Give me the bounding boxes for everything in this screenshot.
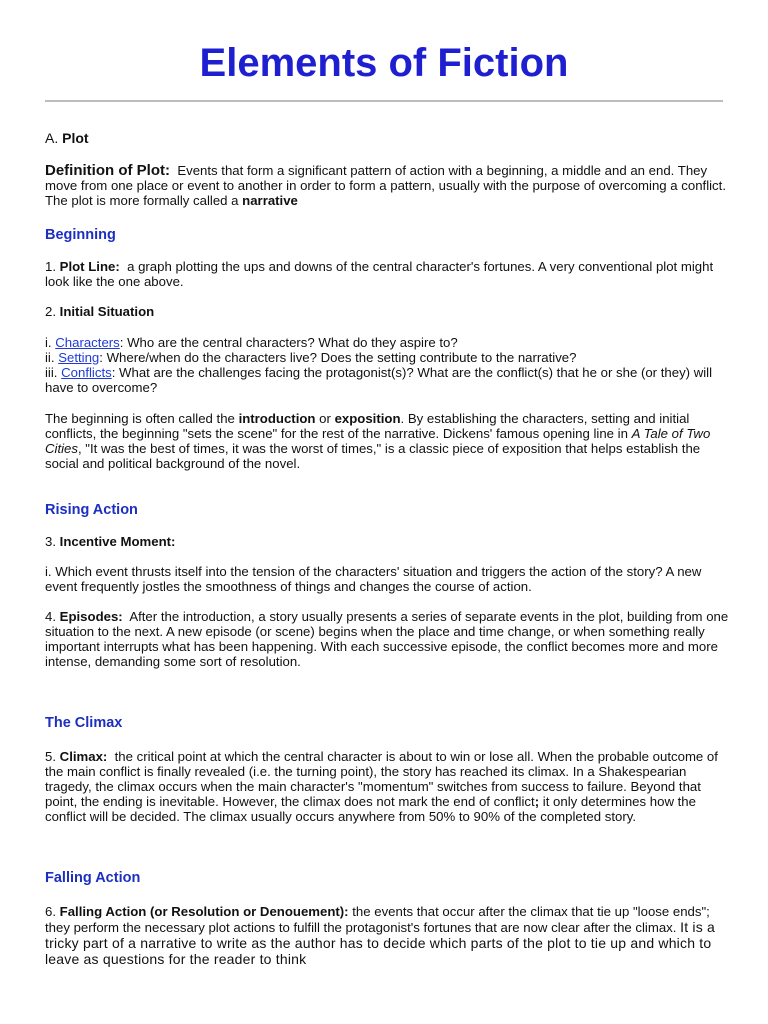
para-text: . By establishing the characters, setting and initial conflicts, the beginning "sets the scene" for the rest of the narrative. Dickens' famous opening line in (45, 411, 690, 441)
para-text: or (319, 411, 331, 426)
section-a-heading (45, 130, 89, 146)
list-item (45, 365, 735, 395)
item-text: : What are the challenges facing the protagonist(s)? What are the conflict(s) that he or she (or they) will have to overcome? (45, 365, 713, 395)
para-text: , "It was the best of times, it was the worst of times," is a classic piece of exposition that helps establish the social and political background of the novel. (45, 441, 701, 471)
heading-climax: The Climax (45, 715, 123, 731)
climax-num: 5. (45, 749, 56, 764)
initial-situation (45, 304, 735, 319)
definition-text: Events that form a significant pattern of action with a beginning, a middle and an end. They move from one place or event to another in order to form a pattern, usually with the purpose of overcoming a conflict. The plot is more formally called a (45, 163, 726, 208)
plot-line-num: 1. (45, 259, 56, 274)
heading-falling-action: Falling Action (45, 870, 141, 886)
definition-paragraph (45, 163, 735, 208)
initial-label: Initial Situation (59, 304, 155, 319)
heading-rising-action: Rising Action (45, 502, 138, 518)
episodes-num: 4. (45, 609, 56, 624)
falling-paragraph (45, 904, 735, 967)
setting-link[interactable]: Setting (58, 350, 100, 365)
episodes-paragraph (45, 609, 735, 669)
incentive-num: 3. (45, 534, 56, 549)
item-num: iii. (45, 365, 58, 380)
falling-text-large: It is a tricky part of a narrative to write as the author has to decide which parts of the plot to tie up and which to leave as questions for the reader to think (45, 919, 715, 967)
falling-num: 6. (45, 904, 56, 919)
item-num: i. (45, 335, 52, 350)
incentive-label: Incentive Moment: (59, 534, 176, 549)
list-item (45, 350, 735, 365)
beginning-paragraph (45, 411, 735, 471)
climax-text: it only determines how the conflict will be decided. The climax usually occurs anywhere from 50% to 90% of the completed story. (45, 794, 696, 824)
initial-items (45, 335, 735, 395)
episodes-label: Episodes: (59, 609, 123, 624)
falling-label: Falling Action (or Resolution or Denouement): (59, 904, 349, 919)
title-divider (45, 100, 723, 102)
initial-num: 2. (45, 304, 56, 319)
section-a-label: Plot (62, 130, 89, 146)
plot-line-label: Plot Line: (59, 259, 120, 274)
book-title: A Tale of Two Cities (45, 426, 711, 456)
climax-text: the critical point at which the central character is about to win or lose all. When the probable outcome of the main conflict is finally revealed (i.e. the turning point), the story has reached its climax. In a Shakespearian tragedy, the climax occurs when the main character's "momentum" switches from success to failure. Beyond that point, the ending is inevitable. However, the climax does not mark the end of conflict (45, 749, 718, 809)
climax-semicolon: ; (534, 794, 540, 809)
section-a-prefix: A. (45, 130, 59, 146)
list-item (45, 335, 735, 350)
episodes-text: After the introduction, a story usually presents a series of separate events in the plot, building from one situation to the next. A new episode (or scene) begins when the place and time change, or when something really important interrupts what has been happening. With each successive episode, the conflict becomes more and more intense, demanding some sort of resolution. (45, 609, 729, 669)
falling-text: the events that occur after the climax that tie up "loose ends"; they perform the necessary plot actions to fulfill the protagonist's fortunes that are now clear after the climax. (45, 904, 710, 935)
heading-beginning: Beginning (45, 227, 116, 243)
incentive-moment (45, 534, 735, 549)
term-exposition: exposition (334, 411, 401, 426)
incentive-paragraph: i. Which event thrusts itself into the tension of the characters' situation and triggers the action of the story? A new event frequently jostles the smoothness of things and changes the course of action. (45, 564, 702, 594)
item-num: ii. (45, 350, 55, 365)
climax-label: Climax: (59, 749, 108, 764)
term-introduction: introduction (238, 411, 316, 426)
conflicts-link[interactable]: Conflicts (61, 365, 112, 380)
item-text: : Where/when do the characters live? Does the setting contribute to the narrative? (99, 350, 577, 365)
characters-link[interactable]: Characters (55, 335, 120, 350)
climax-paragraph (45, 749, 735, 824)
definition-term: narrative (242, 193, 298, 208)
plot-line-paragraph (45, 259, 735, 289)
item-text: : Who are the central characters? What do they aspire to? (119, 335, 458, 350)
plot-line-text: a graph plotting the ups and downs of the central character's fortunes. A very conventional plot might look like the one above. (45, 259, 714, 289)
page-title: Elements of Fiction (199, 41, 569, 85)
definition-label: Definition of Plot: (45, 162, 170, 179)
para-text: The beginning is often called the (45, 411, 235, 426)
